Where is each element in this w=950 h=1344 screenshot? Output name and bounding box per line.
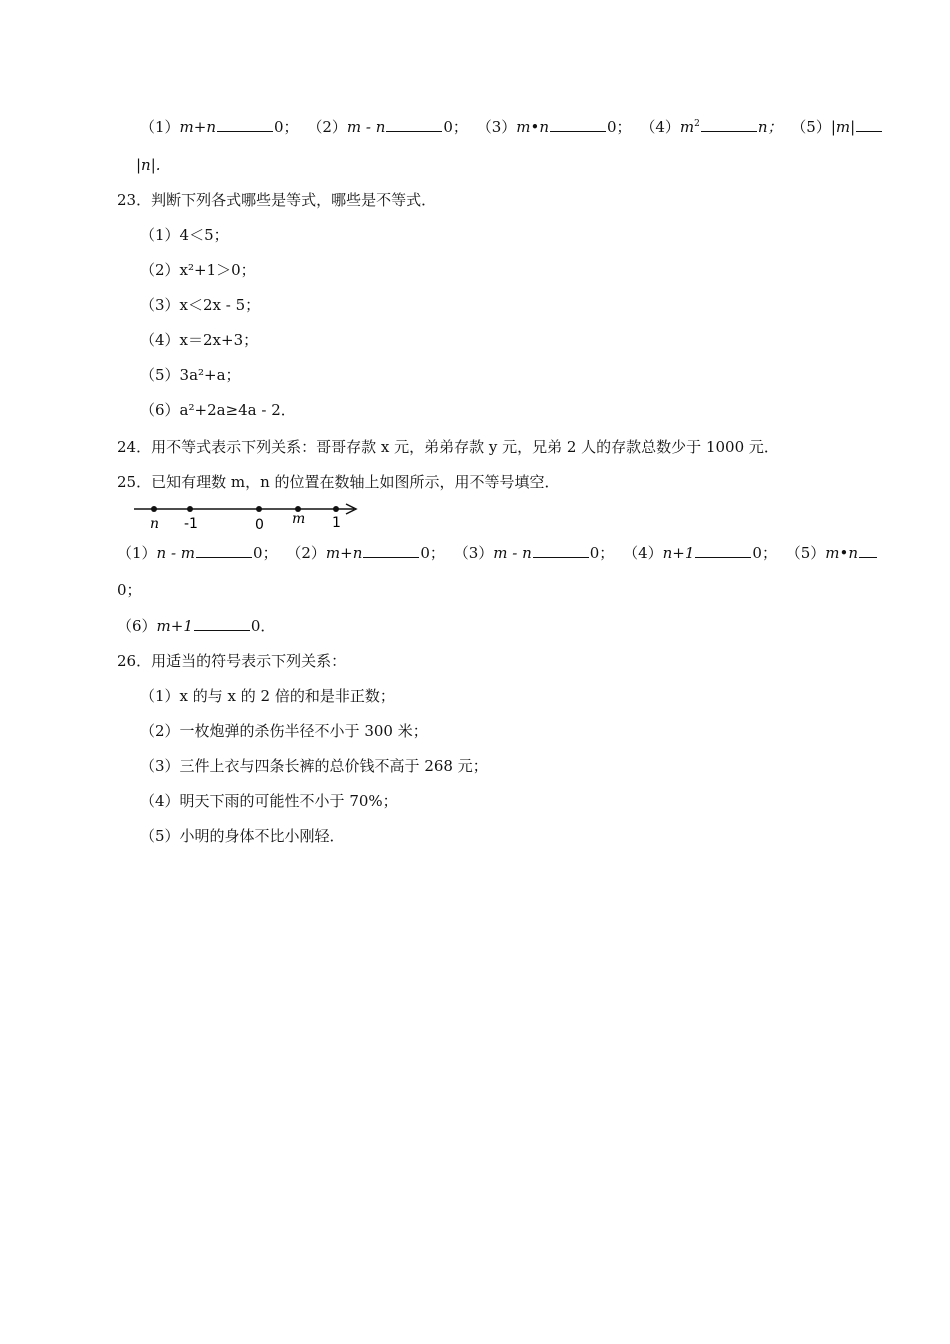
q25-part2-label: （2） xyxy=(286,544,326,562)
q25-parts-line-1 xyxy=(117,543,878,563)
label-m: m xyxy=(292,511,306,527)
q25-part1-label: （1） xyxy=(117,544,157,562)
q25-part4-rhs: 0； xyxy=(752,544,777,562)
q25-part5-label: （5） xyxy=(785,544,826,562)
q22-part1-rhs: 0； xyxy=(274,118,299,136)
point-1 xyxy=(333,506,339,512)
q22-part3-label: （3） xyxy=(476,118,517,136)
q26-item-4: （4）明天下雨的可能性不小于 70%； xyxy=(140,792,398,810)
answer-blank[interactable] xyxy=(856,117,882,132)
q26-item-1: （1）x 的与 x 的 2 倍的和是非正数； xyxy=(140,687,395,705)
q25-part6-expr: m+1 xyxy=(156,617,193,635)
q22-part2-rhs: 0； xyxy=(443,118,468,136)
q25-part3-rhs: 0； xyxy=(589,544,615,562)
q22-part1-label: （1） xyxy=(140,118,180,136)
answer-blank[interactable] xyxy=(695,543,751,558)
q26-item-2: （2）一枚炮弹的杀伤半径不小于 300 米； xyxy=(140,722,428,740)
q22-part4-label: （4） xyxy=(640,118,680,136)
point-neg1 xyxy=(187,506,193,512)
q23-title: 23．判断下列各式哪些是等式，哪些是不等式． xyxy=(117,191,437,209)
answer-blank[interactable] xyxy=(701,117,757,132)
point-0 xyxy=(256,506,262,512)
q25-part5-expr: m•n xyxy=(825,544,859,562)
q23-item-6: （6）a²+2a≥4a - 2． xyxy=(140,401,296,419)
q25-wrap-line: 0； xyxy=(117,581,142,599)
q22-part3-expr: m•n xyxy=(516,118,549,136)
label-1: 1 xyxy=(332,515,341,531)
q25-part6-label: （6） xyxy=(117,617,157,635)
q25-parts-line-2 xyxy=(117,616,275,636)
q22-part2-label: （2） xyxy=(307,118,347,136)
q25-part4-label: （4） xyxy=(623,544,663,562)
q25-title: 25．已知有理数 m，n 的位置在数轴上如图所示，用不等号填空． xyxy=(117,473,560,491)
answer-blank[interactable] xyxy=(550,117,606,132)
point-n xyxy=(151,506,157,512)
q24-text: 24．用不等式表示下列关系：哥哥存款 x 元，弟弟存款 y 元，兄弟 2 人的存款总数少于 1000 元． xyxy=(117,438,779,456)
q22-part5-expr: |m| xyxy=(830,118,856,136)
q22-part3-rhs: 0； xyxy=(606,118,632,136)
q26-item-5: （5）小明的身体不比小刚轻． xyxy=(140,827,345,845)
label-n: n xyxy=(150,516,160,532)
answer-blank[interactable] xyxy=(194,616,250,631)
q23-item-1: （1）4＜5； xyxy=(140,226,229,244)
q25-part4-expr: n+1 xyxy=(662,544,695,562)
q26-item-3: （3）三件上衣与四条长裤的总价钱不高于 268 元； xyxy=(140,757,488,775)
q23-item-3: （3）x＜2x - 5； xyxy=(140,296,261,314)
q22-part4-rhs: n； xyxy=(757,118,783,136)
label-0: 0 xyxy=(255,517,264,532)
number-line-figure xyxy=(132,498,364,532)
answer-blank[interactable] xyxy=(363,543,419,558)
q23-item-4: （4）x＝2x+3； xyxy=(140,331,259,349)
q22-wrap-line xyxy=(136,155,161,175)
q22-parts-line xyxy=(140,117,883,137)
answer-blank[interactable] xyxy=(859,543,877,558)
q22-part4-expr: m xyxy=(679,118,695,136)
q25-part3-label: （3） xyxy=(453,544,494,562)
q25-part3-expr: m - n xyxy=(493,544,532,562)
q25-part2-rhs: 0； xyxy=(420,544,445,562)
answer-blank[interactable] xyxy=(533,543,589,558)
q26-title: 26．用适当的符号表示下列关系： xyxy=(117,652,347,670)
q22-part2-expr: m - n xyxy=(346,118,386,136)
answer-blank[interactable] xyxy=(217,117,273,132)
q22-part5-label: （5） xyxy=(791,118,831,136)
q22-part4-exponent: 2 xyxy=(694,119,700,129)
label-neg1: -1 xyxy=(184,516,198,532)
answer-blank[interactable] xyxy=(386,117,442,132)
answer-blank[interactable] xyxy=(196,543,252,558)
q23-item-5: （5）3a²+a； xyxy=(140,366,241,384)
q23-item-2: （2）x²+1＞0； xyxy=(140,261,256,279)
q22-part1-expr: m+n xyxy=(179,118,216,136)
q25-part2-expr: m+n xyxy=(325,544,363,562)
q25-part1-rhs: 0； xyxy=(253,544,278,562)
q25-part1-expr: n - m xyxy=(156,544,196,562)
q25-part6-rhs: 0． xyxy=(250,617,276,635)
q22-part5-rhs: |n|. xyxy=(136,156,161,174)
